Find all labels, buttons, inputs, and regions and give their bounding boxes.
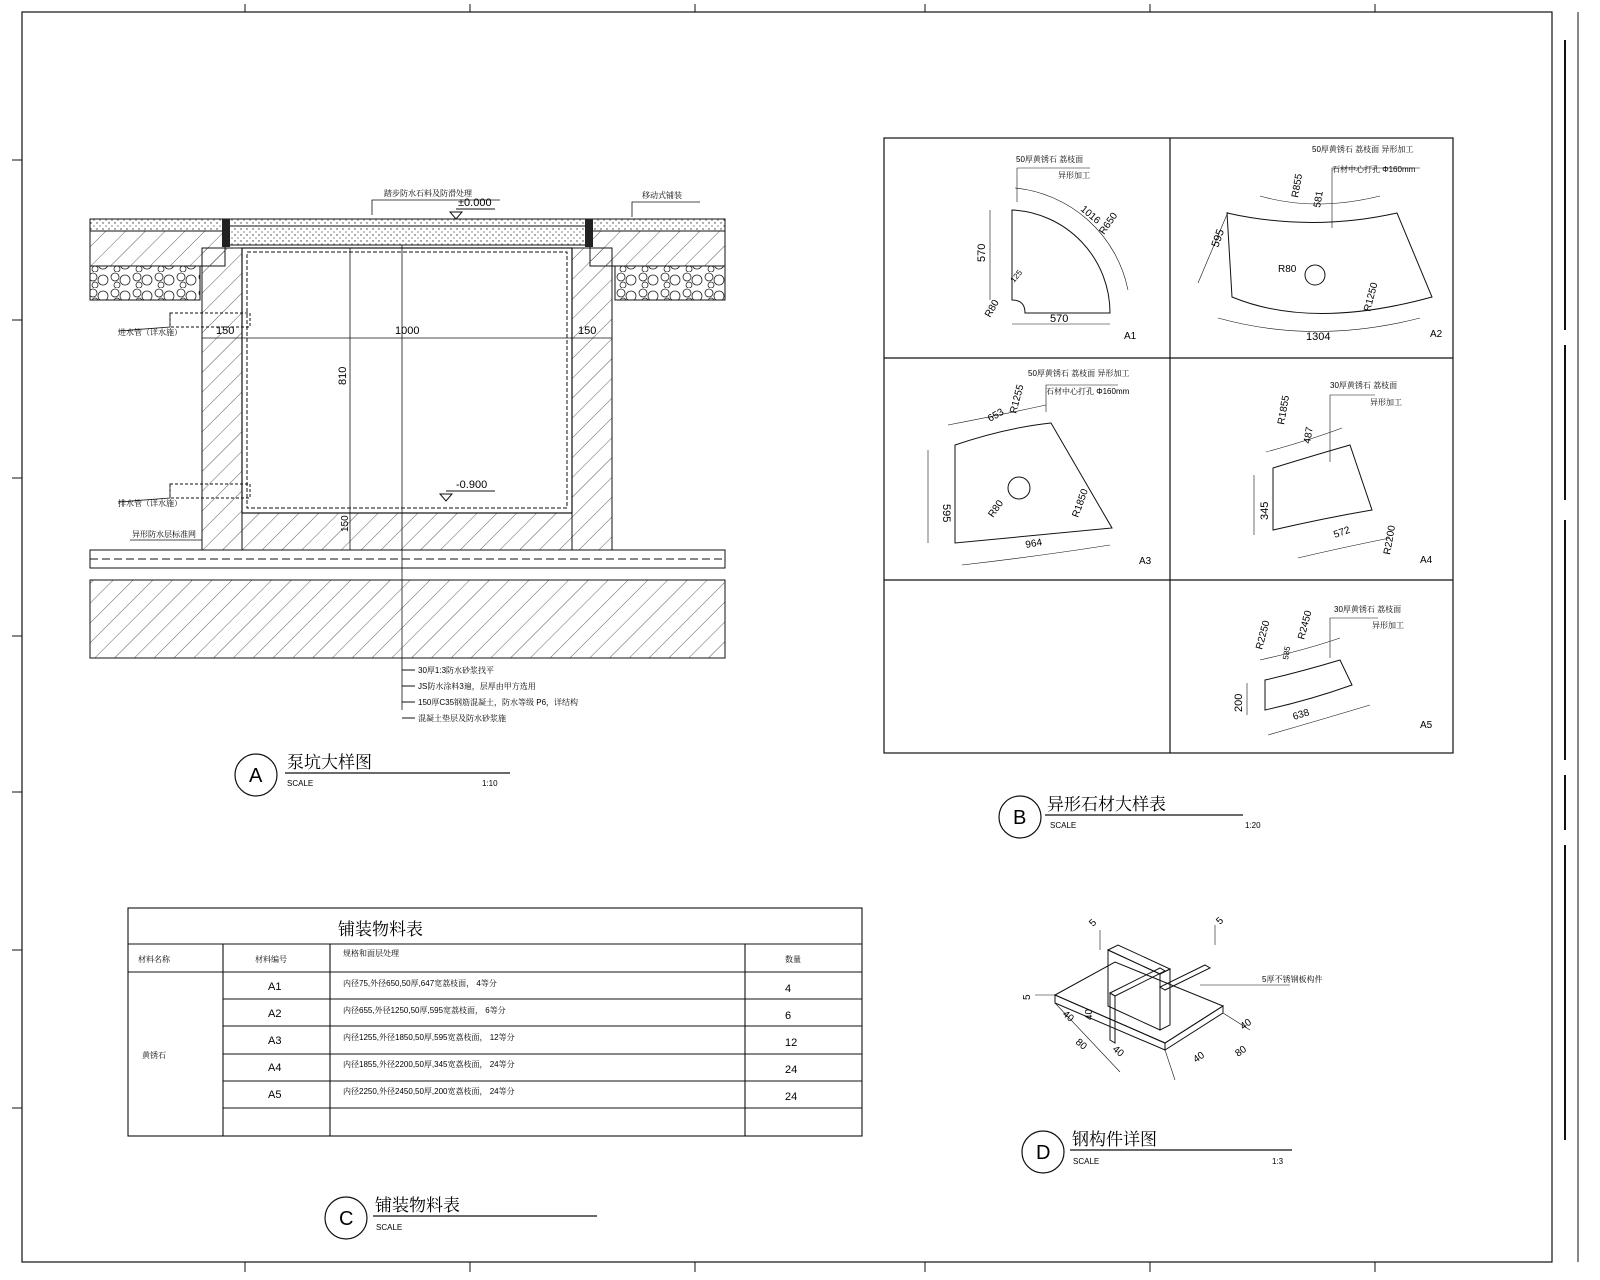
a2-d1: 595 — [1209, 227, 1228, 250]
title-c: 铺装物料表 — [375, 1196, 460, 1215]
a1-r-in: R80 — [983, 298, 1002, 320]
row-5-spec: 内径2250,外径2450,50厚,200宽荔枝面， 24等分 — [343, 1087, 515, 1096]
stone-a1-drawing — [990, 168, 1128, 324]
dim-b: 80 — [1073, 1036, 1089, 1053]
dim-t1: 5 — [1087, 917, 1100, 930]
label-a: A — [249, 765, 263, 787]
level-top: ±0.000 — [458, 197, 492, 209]
scale-b: 1:20 — [1245, 821, 1261, 830]
a2-d2: 1304 — [1306, 331, 1331, 343]
label-d: D — [1036, 1142, 1051, 1164]
steel-note: 5厚不锈钢板构件 — [1262, 975, 1323, 984]
scale-label-c: SCALE — [376, 1223, 403, 1232]
materials-table — [128, 908, 862, 1136]
a3-arc-in: 653 — [986, 406, 1006, 425]
wall-left-dim: 150 — [216, 325, 235, 337]
a1-note1: 50厚黄锈石 荔枝面 — [1016, 155, 1084, 164]
label-c: C — [339, 1208, 354, 1230]
title-b: 异形石材大样表 — [1047, 795, 1166, 814]
top-note: 踏步防水石料及防滑处理 — [384, 189, 472, 198]
layer-1: 30厚1:3防水砂浆找平 — [418, 666, 495, 675]
a4-id: A4 — [1420, 555, 1433, 566]
a2-id: A2 — [1430, 329, 1443, 340]
row-2-qty: 6 — [785, 1010, 792, 1022]
a1-note2: 异形加工 — [1058, 171, 1090, 180]
dim-t2: 5 — [1214, 915, 1227, 928]
a5-d1: 200 — [1233, 693, 1245, 712]
a5-r-in: R2250 — [1254, 619, 1273, 651]
header-qty: 数量 — [785, 955, 801, 964]
dim-a: 40 — [1060, 1008, 1076, 1025]
height-dim: 810 — [337, 366, 349, 385]
title-block-d — [1022, 1131, 1292, 1173]
row-3-spec: 内径1255,外径1850,50厚,595宽荔枝面， 12等分 — [343, 1033, 515, 1042]
a3-r-in: R1255 — [1008, 383, 1027, 415]
header-spec: 规格和面层处理 — [343, 949, 399, 958]
dim-d2: 40 — [1238, 1017, 1254, 1033]
material-name: 黄锈石 — [142, 1051, 166, 1060]
a1-id: A1 — [1124, 331, 1137, 342]
scale-label-d: SCALE — [1073, 1157, 1100, 1166]
a3-d2: 964 — [1024, 537, 1043, 551]
dim-t3: 5 — [1022, 994, 1033, 1000]
a2-arc-in: 581 — [1312, 190, 1326, 209]
row-5-qty: 24 — [785, 1091, 798, 1103]
a1-arc-in: 125 — [1008, 268, 1025, 285]
scale-label-a: SCALE — [287, 779, 314, 788]
row-3-qty: 12 — [785, 1037, 798, 1049]
pump-pit-section — [90, 200, 725, 718]
row-2-spec: 内径655,外径1250,50厚,595宽荔枝面， 6等分 — [343, 1006, 506, 1015]
title-block-c — [325, 1197, 597, 1239]
title-block-a — [235, 754, 510, 796]
a4-arc-in: 487 — [1302, 426, 1316, 445]
a3-d1: 595 — [940, 504, 952, 523]
label-b: B — [1013, 807, 1027, 829]
row-4-code: A4 — [268, 1062, 282, 1074]
a3-note2: 石材中心打孔 Φ160mm — [1046, 387, 1130, 396]
width-dim: 1000 — [395, 325, 420, 337]
header-material: 材料名称 — [138, 955, 170, 964]
row-3-code: A3 — [268, 1035, 282, 1047]
a4-r-in: R1855 — [1276, 394, 1293, 426]
bottom-dim: 150 — [340, 515, 351, 532]
dim-c: 40 — [1110, 1043, 1126, 1060]
a5-note1: 30厚黄锈石 荔枝面 — [1334, 605, 1402, 614]
row-5-code: A5 — [268, 1089, 282, 1101]
a5-id: A5 — [1420, 720, 1433, 731]
a4-d2: 572 — [1332, 524, 1352, 541]
row-4-qty: 24 — [785, 1064, 798, 1076]
a2-note2: 石材中心打孔 Φ160mm — [1332, 165, 1416, 174]
title-d: 钢构件详图 — [1072, 1130, 1157, 1149]
inlet-pipe: 进水管（详水施） — [118, 328, 182, 337]
right-note: 移动式铺装 — [642, 191, 682, 200]
a2-hole: R80 — [1278, 264, 1297, 275]
layer-4: 混凝土垫层及防水砂浆施 — [418, 714, 506, 723]
stone-a4-drawing — [1254, 395, 1390, 558]
a2-r-in: R855 — [1290, 173, 1306, 199]
row-2-code: A2 — [268, 1008, 282, 1020]
level-bottom: -0.900 — [456, 479, 488, 491]
row-4-spec: 内径1855,外径2200,50厚,345宽荔枝面， 24等分 — [343, 1060, 515, 1069]
a1-r-out: R650 — [1097, 210, 1121, 237]
header-code: 材料编号 — [255, 955, 287, 964]
scale-label-b: SCALE — [1050, 821, 1077, 830]
row-1-qty: 4 — [785, 983, 792, 995]
dim-e: 80 — [1233, 1044, 1249, 1060]
a4-d1: 345 — [1259, 501, 1271, 520]
base-note: 异形防水层标准网 — [132, 530, 196, 539]
a5-d2: 638 — [1291, 707, 1311, 723]
stone-a3-drawing — [928, 385, 1118, 565]
title-a: 泵坑大样图 — [287, 753, 372, 772]
layer-3: 150厚C35钢筋混凝土，防水等级 P6，详结构 — [418, 698, 579, 707]
a4-note1: 30厚黄锈石 荔枝面 — [1330, 381, 1398, 390]
a3-r-out: R1850 — [1070, 487, 1091, 520]
dim-d: 40 — [1191, 1050, 1207, 1066]
scale-a: 1:10 — [482, 779, 498, 788]
a2-note1: 50厚黄锈石 荔枝面 异形加工 — [1312, 145, 1414, 154]
outlet-pipe: 排水管（详水施） — [118, 499, 182, 508]
row-1-code: A1 — [268, 981, 282, 993]
a1-d2: 570 — [1050, 313, 1069, 325]
a3-hole: R80 — [986, 498, 1006, 520]
stone-table-grid — [884, 138, 1453, 753]
a5-r-out: R2450 — [1296, 609, 1315, 641]
a3-id: A3 — [1139, 556, 1152, 567]
a5-arc-in: 585 — [1281, 645, 1293, 661]
wall-right-dim: 150 — [578, 325, 597, 337]
table-title: 铺装物料表 — [338, 920, 423, 939]
a3-note1: 50厚黄锈石 荔枝面 异形加工 — [1028, 369, 1130, 378]
row-1-spec: 内径75,外径650,50厚,647宽荔枝面， 4等分 — [343, 979, 497, 988]
scale-d: 1:3 — [1272, 1157, 1284, 1166]
a4-note2: 异形加工 — [1370, 398, 1402, 407]
steel-component-drawing — [1035, 925, 1290, 1080]
a5-note2: 异形加工 — [1372, 621, 1404, 630]
layer-2: JS防水涂料3遍，层厚由甲方选用 — [418, 682, 536, 691]
a1-d1: 570 — [976, 243, 988, 262]
dim-h: 40 — [1084, 1008, 1095, 1020]
a1-arc-out: 1016 — [1078, 203, 1103, 227]
a4-r-out: R2200 — [1382, 524, 1399, 556]
a2-r-out: R1250 — [1362, 281, 1381, 313]
